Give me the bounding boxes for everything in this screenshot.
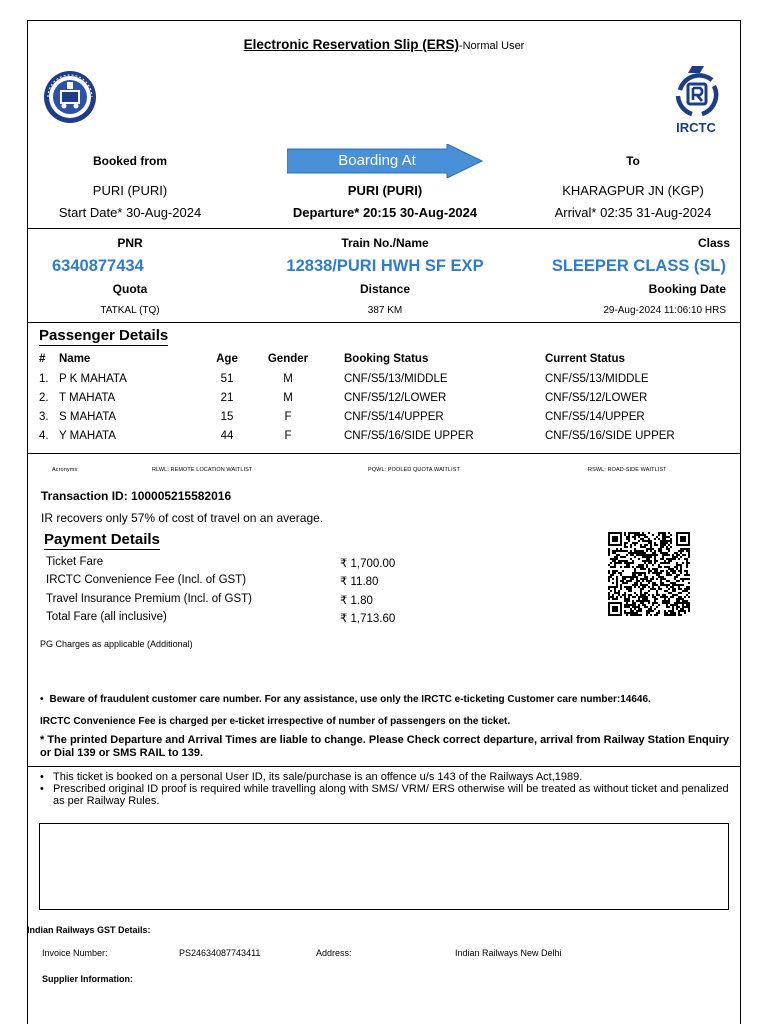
passenger-num: 1.	[39, 373, 49, 385]
passenger-age: 15	[220, 411, 234, 423]
passenger-num: 4.	[39, 430, 49, 442]
terms-item: • This ticket is booked on a personal User ID, its sale/purchase is an offence u/s 143 of the Railways Act,1989.	[40, 771, 730, 783]
times-notice: * The printed Departure and Arrival Times are liable to change. Please Check correct departure, arrival from Railway Station Enquiry or Dial 139 or SMS RAIL to 139.	[40, 734, 729, 759]
pg-charges-note: PG Charges as applicable (Additional)	[40, 639, 193, 649]
passenger-gender: M	[283, 373, 293, 385]
payment-label: Travel Insurance Premium (Incl. of GST)	[46, 593, 252, 605]
boarding-label: Boarding At	[338, 152, 416, 169]
indian-railways-logo-icon	[42, 68, 98, 126]
fraud-warning-text: Beware of fraudulent customer care number. For any assistance, use only the IRCTC e-ticketing Customer care number:14646.	[49, 694, 651, 705]
arrival-time: Arrival* 02:35 31-Aug-2024	[554, 205, 712, 220]
passenger-details-heading: Passenger Details	[39, 327, 169, 344]
start-date: Start Date* 30-Aug-2024	[58, 205, 202, 220]
divider-passengers	[27, 453, 741, 454]
ers-title	[0, 37, 768, 52]
passenger-age: 44	[220, 430, 234, 442]
passenger-name: S MAHATA	[59, 411, 117, 423]
from-station: PURI (PURI)	[92, 183, 168, 198]
booking-date-value: 29-Aug-2024 11:06:10 HRS	[603, 305, 726, 316]
to-station: KHARAGPUR JN (KGP)	[562, 183, 704, 198]
qr-code-icon	[608, 532, 690, 616]
passenger-booking-status: CNF/S5/14/UPPER	[344, 411, 444, 423]
passenger-booking-status: CNF/S5/13/MIDDLE	[344, 373, 448, 385]
acronym-pqwl: PQWL: POOLED QUOTA WAITLIST	[368, 467, 460, 473]
col-current-status: Current Status	[545, 353, 625, 365]
quota-label: Quota	[112, 282, 148, 296]
col-name: Name	[59, 353, 91, 365]
payment-value: ₹ 1,713.60	[340, 613, 396, 625]
payment-value: ₹ 1.80	[340, 595, 373, 607]
passenger-row	[39, 411, 729, 430]
acronym-rswl: RSWL: ROAD-SIDE WAITLIST	[588, 467, 667, 473]
terms-item: • Prescribed original ID proof is required while travelling along with SMS/ VRM/ ERS otherwise will be treated as without ticket and penalized as per Railway Rules.	[40, 783, 730, 807]
class-label: Class	[697, 236, 730, 250]
passenger-table-header	[39, 353, 729, 372]
col-num: #	[39, 353, 46, 365]
passenger-current-status: CNF/S5/13/MIDDLE	[545, 373, 649, 385]
supplier-info-label: Supplier Information:	[42, 974, 133, 984]
passenger-gender: F	[284, 411, 292, 423]
passenger-current-status: CNF/S5/12/LOWER	[545, 392, 648, 404]
passenger-age: 51	[220, 373, 234, 385]
acronym-rlwl: RLWL: REMOTE LOCATION WAITLIST	[152, 467, 253, 473]
passenger-row	[39, 373, 729, 392]
booking-date-label: Booking Date	[648, 282, 726, 296]
pnr-label: PNR	[117, 236, 143, 250]
payment-label: Total Fare (all inclusive)	[46, 611, 167, 623]
address-value: Indian Railways New Delhi	[455, 948, 562, 958]
divider-ticket	[27, 322, 741, 323]
ers-title-sub: -Normal User	[458, 40, 525, 52]
passenger-row	[39, 392, 729, 411]
terms-list	[40, 771, 730, 807]
payment-details-heading: Payment Details	[44, 531, 160, 548]
invoice-label: Invoice Number:	[42, 948, 108, 958]
fraud-warning: • Beware of fraudulent customer care number. For any assistance, use only the IRCTC e-ticketing Customer care number:14646.	[40, 694, 651, 705]
to-label: To	[626, 154, 640, 168]
divider-journey	[27, 228, 741, 229]
train-value: 12838/PURI HWH SF EXP	[286, 257, 484, 275]
gst-heading: Indian Railways GST Details:	[27, 925, 151, 935]
address-label: Address:	[316, 948, 352, 958]
invoice-number: PS24634087743411	[179, 948, 261, 958]
transaction-id: Transaction ID: 100005215582016	[41, 489, 232, 503]
col-gender: Gender	[267, 353, 309, 365]
passenger-row	[39, 430, 729, 449]
irctc-logo-text: IRCTC	[676, 120, 716, 135]
passenger-booking-status: CNF/S5/12/LOWER	[344, 392, 447, 404]
ir-recovers-note: IR recovers only 57% of cost of travel on an average.	[41, 511, 324, 525]
irctc-logo-icon	[664, 60, 728, 138]
distance-label: Distance	[359, 282, 411, 296]
train-label: Train No./Name	[341, 236, 429, 250]
payment-value: ₹ 1,700.00	[340, 558, 396, 570]
passenger-num: 3.	[39, 411, 49, 423]
convenience-fee-note: IRCTC Convenience Fee is charged per e-ticket irrespective of number of passengers on the ticket.	[40, 716, 511, 727]
distance-value: 387 KM	[367, 305, 403, 316]
col-age: Age	[216, 353, 238, 365]
departure-time: Departure* 20:15 30-Aug-2024	[292, 205, 478, 220]
booked-from-label: Booked from	[92, 154, 167, 168]
boarding-station: PURI (PURI)	[347, 183, 423, 198]
passenger-num: 2.	[39, 392, 49, 404]
class-value: SLEEPER CLASS (SL)	[551, 257, 726, 275]
passenger-name: P K MAHATA	[59, 373, 127, 385]
pnr-value: 6340877434	[52, 257, 144, 275]
payment-label: Ticket Fare	[46, 556, 104, 568]
acronyms-label: Acronyms:	[52, 467, 79, 473]
passenger-gender: F	[284, 430, 292, 442]
passenger-booking-status: CNF/S5/16/SIDE UPPER	[344, 430, 474, 442]
passenger-gender: M	[283, 392, 293, 404]
passenger-current-status: CNF/S5/14/UPPER	[545, 411, 645, 423]
col-booking-status: Booking Status	[344, 353, 429, 365]
quota-value: TATKAL (TQ)	[100, 305, 160, 316]
blank-box	[39, 823, 729, 910]
passenger-age: 21	[220, 392, 234, 404]
payment-label: IRCTC Convenience Fee (Incl. of GST)	[46, 574, 247, 586]
passenger-name: T MAHATA	[59, 392, 116, 404]
ers-title-main: Electronic Reservation Slip (ERS)	[243, 37, 459, 52]
payment-value: ₹ 11.80	[340, 576, 379, 588]
passenger-current-status: CNF/S5/16/SIDE UPPER	[545, 430, 675, 442]
divider-notices	[27, 766, 741, 767]
passenger-name: Y MAHATA	[59, 430, 116, 442]
